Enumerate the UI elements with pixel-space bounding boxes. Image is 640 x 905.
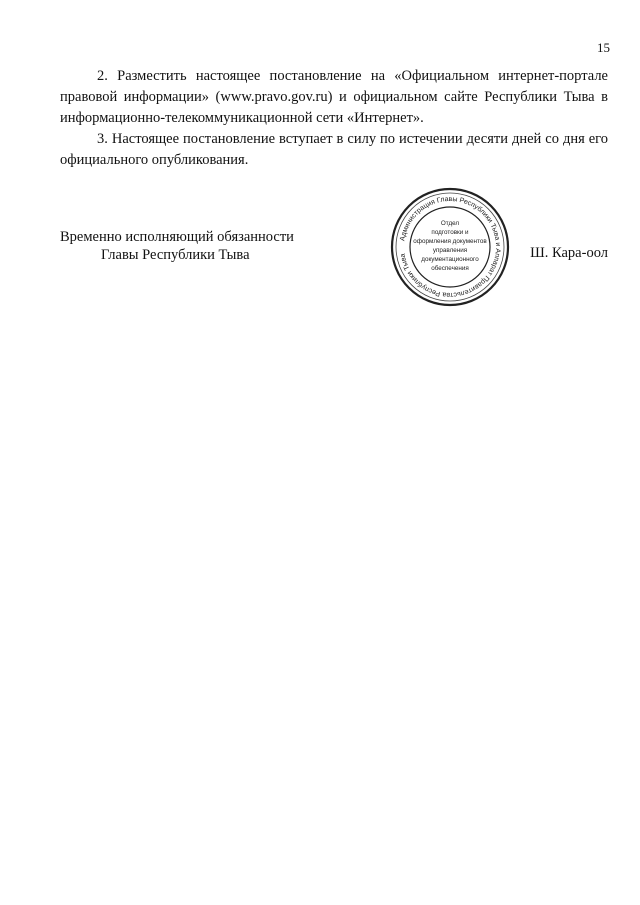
signatory-title [60, 228, 360, 264]
paragraph-effective-date: 3. Настоящее постановление вступает в силу по истечении десяти дней со дня его официального опубликования. [60, 131, 608, 168]
signatory-title-line2: Главы Республики Тыва [101, 247, 250, 263]
seal-ring-text: Администрация Главы Республики Тыва и Аппарат Правительства Республики Тыва [399, 195, 502, 299]
signatory-title-line1: Временно исполняющий обязанности [60, 229, 294, 245]
seal-graphic [380, 185, 520, 310]
svg-text:управления: управления [432, 247, 468, 254]
svg-text:оформления документов: оформления документов [413, 238, 487, 245]
page-number: 15 [597, 40, 610, 55]
signer-name: Ш. Кара-оол [530, 245, 608, 261]
svg-text:обеспечения: обеспечения [431, 265, 469, 272]
svg-text:подготовки и: подготовки и [431, 229, 469, 236]
official-seal [380, 185, 520, 310]
paragraph-publication: 2. Разместить настоящее постановление на «Официальном интернет-портале правовой информации» (www.pravo.gov.ru) и официальном сайте Республики Тыва в информационно-телекоммуникационной сети «Интернет». [60, 68, 608, 126]
seal-center-text [413, 220, 487, 272]
svg-text:Отдел: Отдел [440, 220, 460, 227]
document-body [60, 66, 608, 171]
svg-text:документационного: документационного [421, 256, 479, 263]
